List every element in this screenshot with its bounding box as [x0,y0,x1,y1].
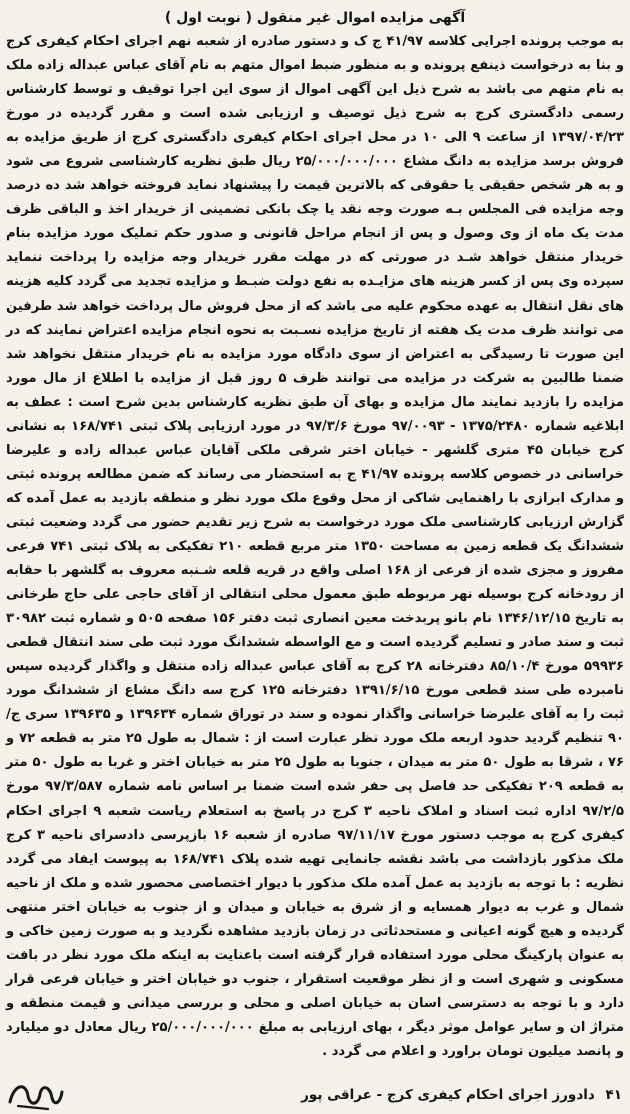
notice-body: به موجب پرونده اجرایی کلاسه ۴۱/۹۷ ج ک و دستور صادره از شعبه نهم اجرای احکام کیفری کرج و بنا به درخواست ذینفع پرونده و به منظور ضبط اموال متهم به نام آقای عباس عبداله زاده ملک به نام متهم می باشد به شرح ذیل این آگهی اموال از سوی این اجرا توقیف و توسط کارشناس رسمی دادگستری کرج به شرح ذیل توصیف و ارزیابی شده است و مقرر گردیده در مورخ ۱۳۹۷/۰۴/۲۳ از ساعت ۹ الی ۱۰ در محل اجرای احکام کیفری دادگستری کرج از طریق مزایده به فروش برسد مزایده به دانگ مشاع ۲۵/۰۰۰/۰۰۰/۰۰۰ ریال طبق نظریه کارشناسی شروع می شود و به هر شخص حقیقی یا حقوقی که بالاترین قیمت را پیشنهاد نماید فروخته خواهد شد ده درصد وجه مزایده فی المجلس بـه صورت وجه نقد یا چک بانکی تضمینی از خریدار اخذ و الباقی ظرف مدت یک ماه از وی وصول و پس از انجام مراحل قانونی و صدور حکم تملیک مورد مزایده بنام خریدار منتقل خواهد شـد در صورتی که در مهلت مقرر خریدار وجه مزایده را پرداخت ننماید سپرده وی پس از کسر هزینه های مزایـده به نفع دولت ضبـط و مزایده تجدید می گردد کلیه هزینه های نقل انتقال به عهده محکوم علیه می باشد که از محل فروش مال پرداخت خواهد شد طرفین می توانند ظرف مدت یک هفته از تاریخ مزایده نسـبت به نحوه انجام مزایده اعتراض نمایند که در این صورت تا رسیدگی به اعتراض از سوی دادگاه مورد مزایده به نام خریدار منتقل نخواهد شد ضمنا طالبین به شرکت در مزایده می توانند ظرف ۵ روز قبل از مزایده با اطلاع از مال مورد مزایده را بازدید نمایند مال مزایده و بهای آن طبق نظریه کارشناس بدین شرح است : عطف به ابلاغیه شماره ۱۳۷۵/۲۴۸۰ - ۹۷/۰۰۹۳ مورخ ۹۷/۳/۶ در مورد ارزیابی پلاک ثبتی ۱۶۸/۷۴۱ به نشانی کرج خیابان ۴۵ متری گلشهر - خیابان اختر شرقی ملکی آقایان عباس عبداله زاده و علیرضا خراسانی در خصوص کلاسه پرونده ۴۱/۹۷ ج به استحضار می رساند که ضمن مطالعه پرونده ثبتی و مدارک ابرازی با راهنمایی شاکی از محل وقوع ملک مورد نظر و منطقه بازدید به عمل آمده که گزارش ارزیابی کارشناسی ملک مورد درخواست به شرح زیر تقدیم حضور می گردد وضعیت ثبتی ششدانگ یک قطعه زمین به مساحت ۱۳۵۰ متر مربع قطعه ۲۱۰ تفکیکی به پلاک ثبتی ۷۴۱ فرعی مفروز و مجزی شده از فرعی از ۱۶۸ اصلی واقع در قریه قلعه شـنبه معروف به گلشهر با حقابه از رودخانه کرج بوسیله نهر مربوطه طبق معمول محلی انتقالی از آقای حاجی علی حاج طرخانی به تاریخ ۱۳۴۶/۱۲/۱۵ نام بانو پربدخت معین انصاری ثبت دفتر ۱۵۶ صفحه ۵۰۵ و شماره ثبت ۳۰۹۸۲ ثبت و سند صادر و تسلیم گردیده است و مع الواسطه ششدانگ مورد ثبت طی سند انتقال قطعی ۵۹۹۳۶ مورخ ۸۵/۱۰/۴ دفترخانه ۲۸ کرج به آقای عباس عبداله زاده منتقل و واگذار گردیده سپس نامبرده طی سند قطعی مورخ ۱۳۹۱/۶/۱۵ دفترخانه ۱۲۵ کرج سه دانگ مشاع از ششدانگ مورد ثبت را به آقای علیرضا خراسانی واگذار نموده و سند در توراق شماره ۱۳۹۶۳۴ و ۱۳۹۶۳۵ سری ج/ ۹۰ تنظیم گردید حدود اربعه ملک مورد نظر عبارت است از : شمال به طول ۲۵ متر به قطعه ۷۲ و ۷۶ ، شرقا به طول ۵۰ متر به میدان ، جنوبا به طول ۲۵ متر به خیابان اختر و غربا به طول ۵۰ متر به قطعه ۲۰۹ تفکیکی حد فاصل پی حفر شده است ضمنا بر اساس نامه شماره ۹۷/۳/۵۸۷ مورخ ۹۷/۲/۵ اداره ثبت اسناد و املاک ناحیه ۳ کرج در پاسخ به استعلام ریاست شعبه ۹ اجرای احکام کیفری کرج به موجب دستور مورخ ۹۷/۱۱/۱۷ صادره از شعبه ۱۶ بازپرسی دادسرای ناحیه ۳ کرج ملک مذکور بازداشت می باشد نقشه جانمایی تهیه شده پلاک ۱۶۸/۷۴۱ به پیوست ایفاد می گردد نظریه : با توجه به بازدید به عمل آمده ملک مذکور با دیوار اختصاصی محصور شده و ملک از ناحیه شمال و غرب به دیوار همسایه و از شرق به خیابان و میدان و از جنوب به خیابان اختر منتهی گردیده و هیچ گونه اعیانی و مستحدثاتی در زمان بازدید مشاهده نگردید و به صورت زمین خاکی و به عنوان پارکینگ محلی مورد استفاده قرار گرفته است باعنایت به اینکه ملک مورد نظر در بافت مسکونی و شهری است و از نظر موقعیت استقرار ، جنوب دو خیابان اختر و خیابان فرعی قرار دارد و با توجه به دسترسی اسان به خیابان اصلی و محلی و بررسی میدانی و قیمت منطقه و متراژ ان و سایر عوامل موثر دیگر ، بهای ارزیابی به مبلغ ۲۵/۰۰۰/۰۰۰/۰۰۰ ریال معادل دو میلیارد و پانصد میلیون تومان براورد و اعلام می گردد . [6,34,625,1059]
notice-footer [6,1084,622,1106]
notice-title: آگهی مزایده اموال غیر منقول ( نوبت اول ) [164,10,466,26]
footer-number: ۴۱ [605,1087,622,1103]
footer-signature-line: دادورز اجرای احکام کیفری کرج - عراقی پور [301,1087,595,1103]
handwritten-mark [4,1076,64,1112]
